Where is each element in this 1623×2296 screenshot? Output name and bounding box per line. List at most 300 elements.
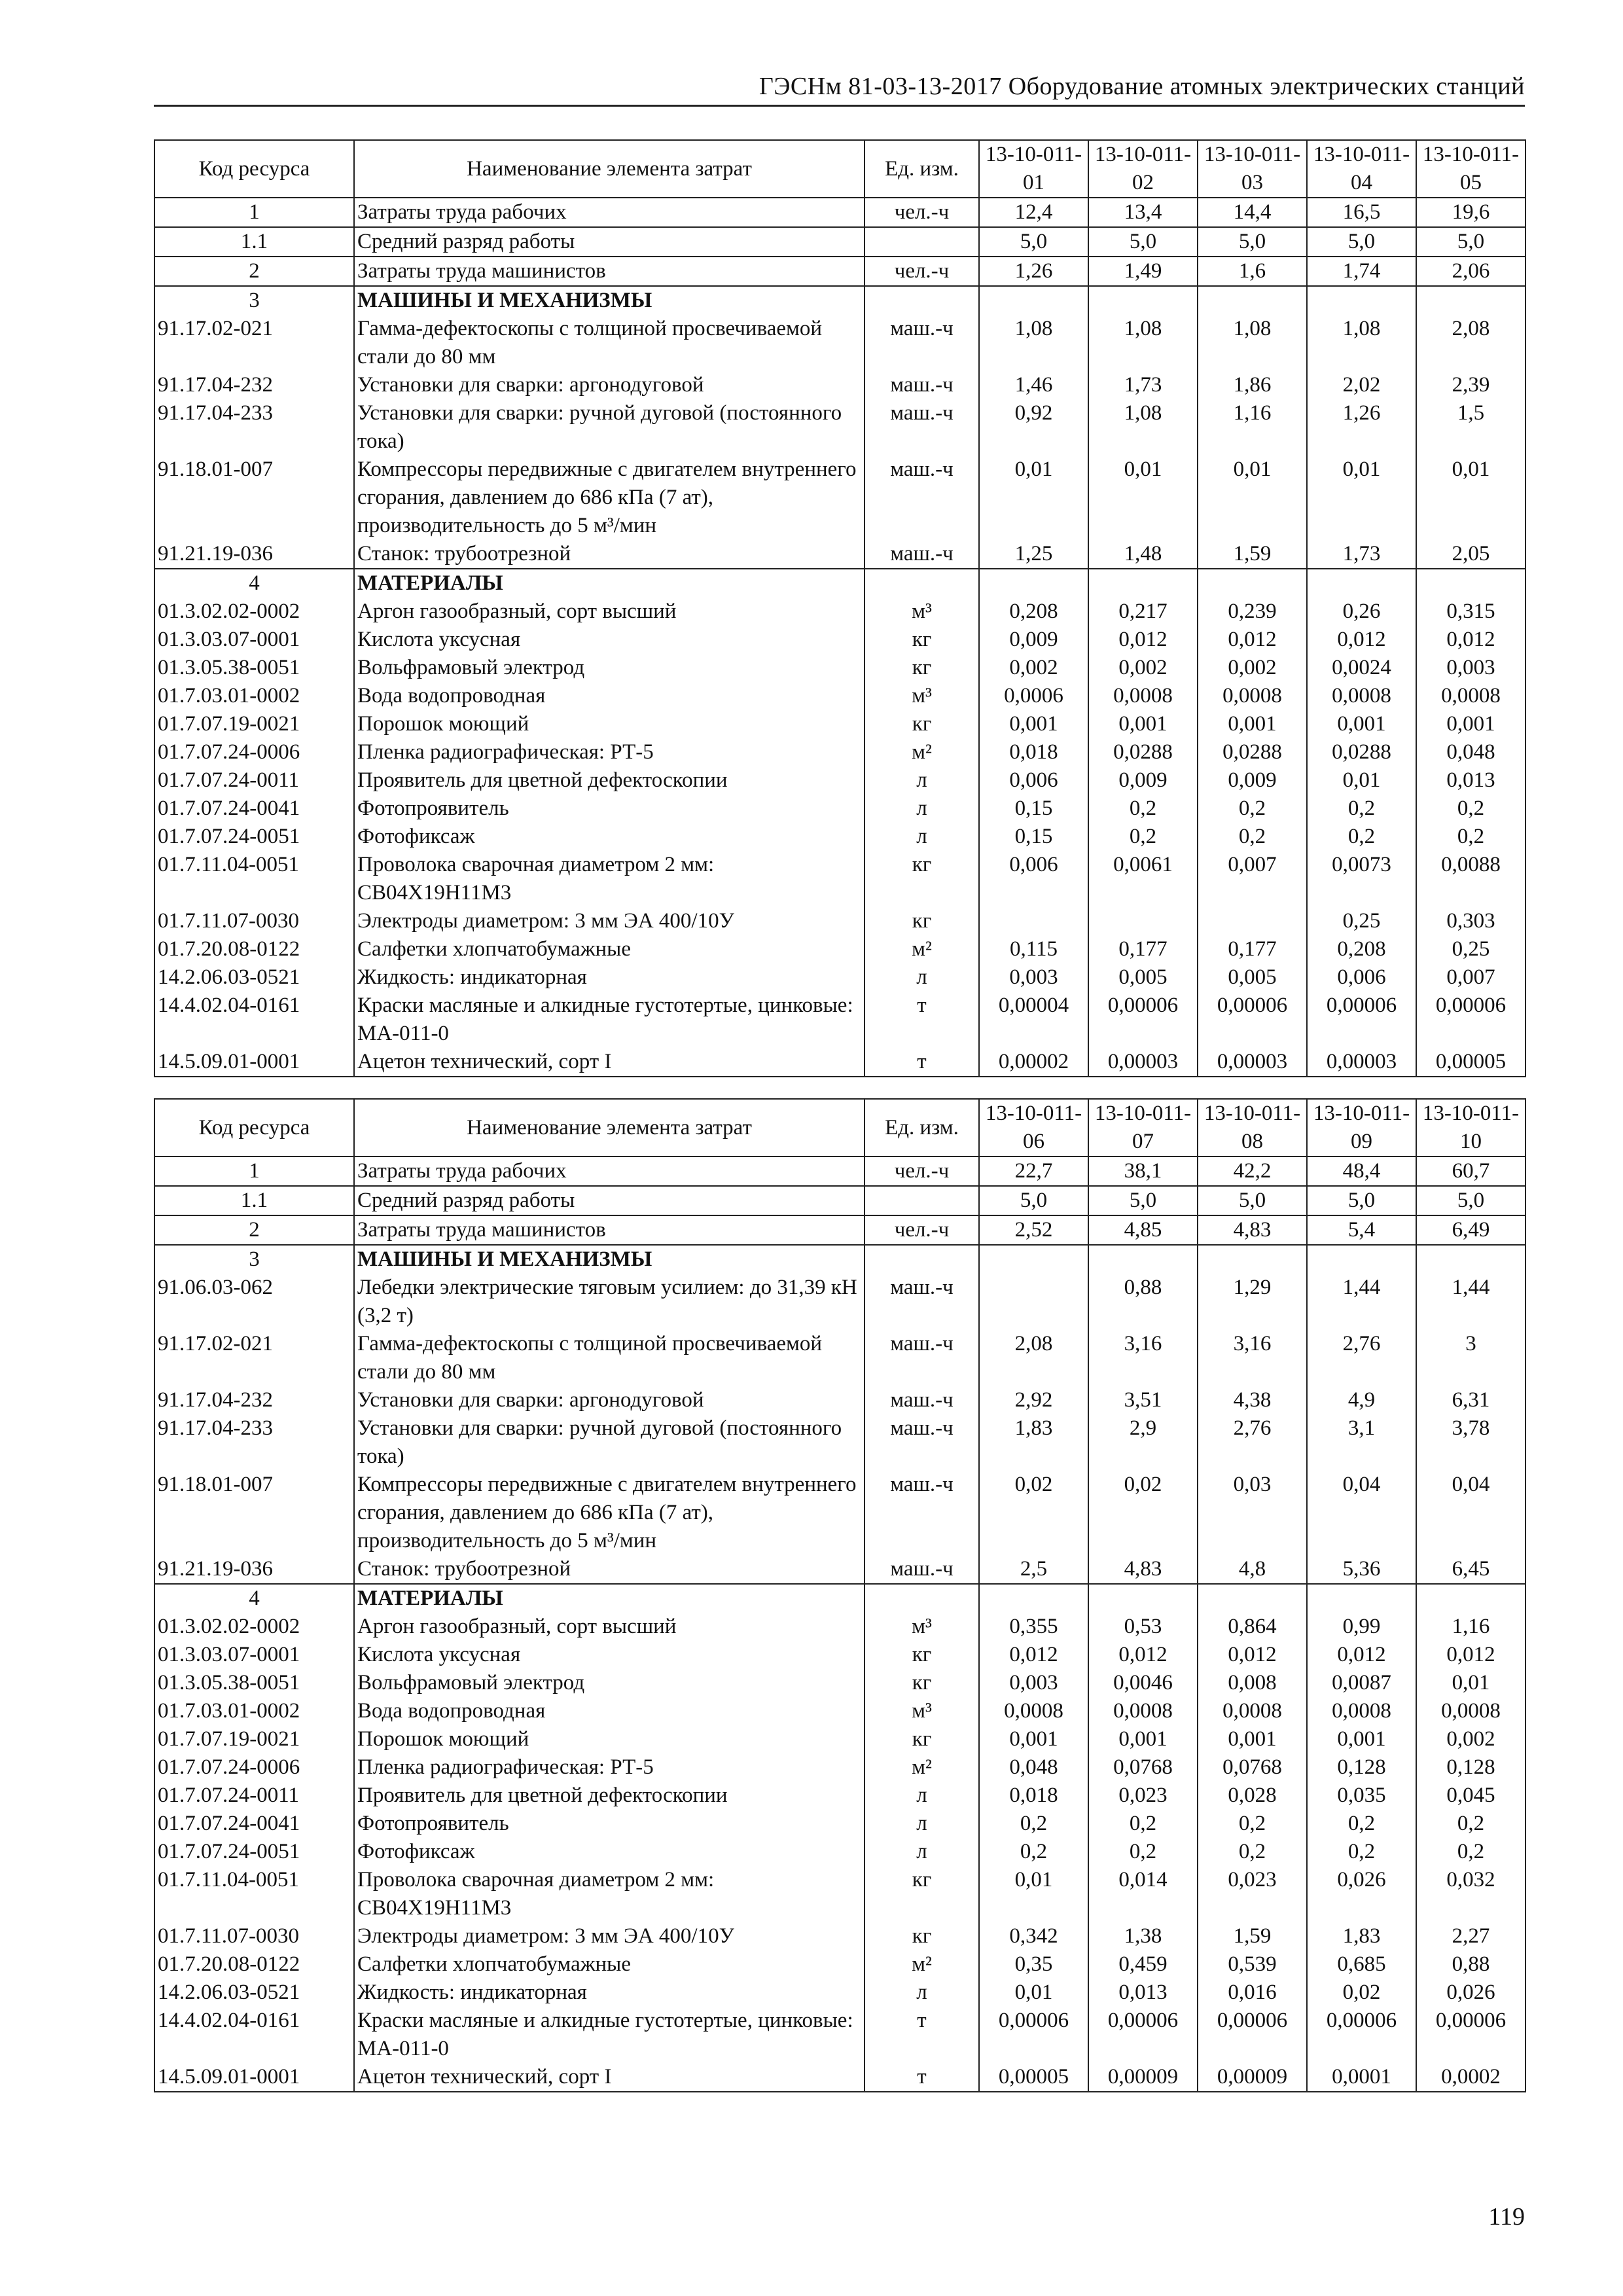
norm-value: 0,92 [979,399,1088,456]
resource-unit [865,1584,979,1613]
resource-code: 91.18.01-007 [154,456,354,540]
norm-value: 0,128 [1307,1753,1416,1782]
resource-name: Вольфрамовый электрод [354,654,865,682]
resource-unit [865,1186,979,1215]
norm-value: 0,045 [1416,1782,1525,1810]
norm-value: 0,2 [1416,823,1525,851]
norm-value: 0,2 [1088,795,1198,823]
resource-name: Вольфрамовый электрод [354,1669,865,1697]
norm-value: 1,59 [1198,540,1307,569]
col-header-norm: 13-10-011-06 [979,1099,1088,1157]
norm-value: 0,023 [1088,1782,1198,1810]
resource-unit: м³ [865,1697,979,1725]
resource-unit: маш.-ч [865,371,979,399]
resource-code: 91.17.02-021 [154,315,354,371]
resource-name: Фотофиксаж [354,823,865,851]
norm-value: 0,001 [1307,1725,1416,1753]
resource-code: 1 [154,198,354,227]
resource-code: 14.4.02.04-0161 [154,2007,354,2063]
resource-code: 01.7.07.24-0006 [154,738,354,766]
resource-name: Фотопроявитель [354,1810,865,1838]
norm-value [1416,1584,1525,1613]
norm-value: 60,7 [1416,1157,1525,1186]
resource-name: Салфетки хлопчатобумажные [354,935,865,963]
table-row [154,1725,1525,1753]
resource-name: Проявитель для цветной дефектоскопии [354,766,865,795]
table-row [154,963,1525,992]
resource-name: Салфетки хлопчатобумажные [354,1950,865,1979]
resource-unit: маш.-ч [865,1555,979,1584]
norm-value: 0,016 [1198,1979,1307,2007]
col-header-norm: 13-10-011-08 [1198,1099,1307,1157]
table-row [154,1555,1525,1584]
table-row [154,315,1525,371]
norm-value: 0,0008 [1198,1697,1307,1725]
col-header-norm: 13-10-011-07 [1088,1099,1198,1157]
resource-unit: л [865,823,979,851]
resource-unit: кг [865,654,979,682]
resource-unit: маш.-ч [865,1274,979,1330]
norm-value: 2,52 [979,1215,1088,1245]
norm-value: 0,04 [1307,1471,1416,1555]
col-header-unit: Ед. изм. [865,1099,979,1157]
resource-name: Затраты труда рабочих [354,1157,865,1186]
norm-value: 0,01 [979,1866,1088,1922]
table-row [154,1922,1525,1950]
resource-unit: л [865,1782,979,1810]
resource-unit: маш.-ч [865,540,979,569]
resource-code: 1.1 [154,1186,354,1215]
norm-value: 0,009 [1198,766,1307,795]
norm-value: 0,2 [1307,1810,1416,1838]
norm-value: 0,208 [1307,935,1416,963]
page-header: ГЭСНм 81-03-13-2017 Оборудование атомных электрических станций [154,72,1525,107]
table-row [154,1866,1525,1922]
resource-unit: кг [865,1641,979,1669]
resource-name: Порошок моющий [354,1725,865,1753]
norm-value: 3,51 [1088,1386,1198,1414]
table-row [154,823,1525,851]
resource-name: Затраты труда рабочих [354,198,865,227]
norm-value: 0,02 [979,1471,1088,1555]
resource-code: 01.7.07.24-0041 [154,795,354,823]
norm-value: 0,012 [1088,1641,1198,1669]
resource-name: Лебедки электрические тяговым усилием: до 31,39 кН (3,2 т) [354,1274,865,1330]
norm-value: 0,0046 [1088,1669,1198,1697]
resource-unit [865,569,979,598]
norm-value: 0,217 [1088,598,1198,626]
norm-value: 0,53 [1088,1613,1198,1641]
resource-unit: кг [865,710,979,738]
norm-value: 6,31 [1416,1386,1525,1414]
norm-value: 0,0001 [1307,2063,1416,2092]
norm-value: 0,002 [1416,1725,1525,1753]
norm-value: 1,86 [1198,371,1307,399]
norm-value [1088,907,1198,935]
resource-table-1 [154,139,1526,1077]
norm-value: 0,005 [1088,963,1198,992]
norm-value: 1,73 [1307,540,1416,569]
norm-value: 4,38 [1198,1386,1307,1414]
norm-value: 1,38 [1088,1922,1198,1950]
table-row [154,710,1525,738]
norm-value: 5,0 [1416,227,1525,257]
norm-value: 0,01 [1307,456,1416,540]
norm-value [979,907,1088,935]
norm-value [1198,1584,1307,1613]
norm-value: 1,16 [1416,1613,1525,1641]
norm-value: 1,48 [1088,540,1198,569]
resource-code: 91.06.03-062 [154,1274,354,1330]
resource-code: 4 [154,569,354,598]
norm-value: 4,83 [1198,1215,1307,1245]
table-row [154,992,1525,1048]
resource-code: 01.7.07.24-0011 [154,1782,354,1810]
norm-value: 0,0768 [1088,1753,1198,1782]
norm-value: 0,009 [1088,766,1198,795]
norm-value: 0,003 [979,1669,1088,1697]
resource-name: Электроды диаметром: 3 мм ЭА 400/10У [354,907,865,935]
resource-code: 1.1 [154,227,354,257]
resource-unit: л [865,1838,979,1866]
resource-unit [865,286,979,315]
resource-unit: т [865,992,979,1048]
norm-value: 0,012 [1088,626,1198,654]
norm-value: 0,01 [1198,456,1307,540]
norm-value: 4,8 [1198,1555,1307,1584]
resource-unit: л [865,1979,979,2007]
table-row [154,1584,1525,1613]
norm-value: 0,007 [1198,851,1307,907]
col-header-norm: 13-10-011-10 [1416,1099,1525,1157]
norm-value: 0,0008 [1307,1697,1416,1725]
norm-value: 1,08 [979,315,1088,371]
norm-value [979,569,1088,598]
norm-value [1307,569,1416,598]
resource-unit: кг [865,1669,979,1697]
resource-name: МАШИНЫ И МЕХАНИЗМЫ [354,286,865,315]
resource-name: Станок: трубоотрезной [354,540,865,569]
norm-value: 0,15 [979,795,1088,823]
resource-code: 01.7.11.07-0030 [154,1922,354,1950]
col-header-norm: 13-10-011-04 [1307,140,1416,198]
resource-code: 91.21.19-036 [154,540,354,569]
norm-value: 38,1 [1088,1157,1198,1186]
norm-value: 0,012 [1198,626,1307,654]
resource-code: 1 [154,1157,354,1186]
resource-name: Установки для сварки: ручной дуговой (постоянного тока) [354,1414,865,1471]
norm-value: 2,92 [979,1386,1088,1414]
norm-value: 2,5 [979,1555,1088,1584]
table-row [154,198,1525,227]
norm-value: 0,002 [979,654,1088,682]
norm-value: 0,0288 [1198,738,1307,766]
resource-code: 01.7.07.24-0006 [154,1753,354,1782]
norm-value: 0,2 [1088,1810,1198,1838]
norm-value: 0,2 [1088,1838,1198,1866]
resource-unit: л [865,795,979,823]
norm-value [1307,286,1416,315]
resource-name: Проволока сварочная диаметром 2 мм: СВ04Х19Н11М3 [354,851,865,907]
table-row [154,2007,1525,2063]
norm-value: 0,88 [1416,1950,1525,1979]
resource-unit: чел.-ч [865,1157,979,1186]
table-row [154,1950,1525,1979]
norm-value: 0,2 [1416,1838,1525,1866]
norm-value: 0,012 [1307,626,1416,654]
table-body [154,1157,1525,2092]
norm-value: 5,0 [1198,1186,1307,1215]
norm-value: 0,001 [1416,710,1525,738]
norm-value: 0,0288 [1307,738,1416,766]
norm-value: 1,26 [1307,399,1416,456]
norm-value: 0,005 [1198,963,1307,992]
norm-value: 4,85 [1088,1215,1198,1245]
norm-value: 0,25 [1416,935,1525,963]
norm-value: 0,0008 [1416,1697,1525,1725]
resource-name: Вода водопроводная [354,1697,865,1725]
table-row [154,540,1525,569]
norm-value: 0,01 [979,1979,1088,2007]
norm-value: 0,0073 [1307,851,1416,907]
norm-value: 0,026 [1307,1866,1416,1922]
resource-unit: кг [865,1725,979,1753]
norm-value: 0,00005 [1416,1048,1525,1077]
norm-value: 0,15 [979,823,1088,851]
norm-value: 1,74 [1307,257,1416,286]
resource-name: Гамма-дефектоскопы с толщиной просвечиваемой стали до 80 мм [354,315,865,371]
resource-name: Аргон газообразный, сорт высший [354,1613,865,1641]
norm-value: 0,048 [1416,738,1525,766]
resource-code: 2 [154,1215,354,1245]
norm-value: 0,2 [1416,795,1525,823]
table-row [154,286,1525,315]
norm-value: 0,03 [1198,1471,1307,1555]
table-row [154,257,1525,286]
resource-name: Пленка радиографическая: РТ-5 [354,738,865,766]
norm-value: 19,6 [1416,198,1525,227]
resource-name: Краски масляные и алкидные густотертые, цинковые: МА-011-0 [354,992,865,1048]
norm-value: 0,00006 [1198,2007,1307,2063]
norm-value: 1,44 [1307,1274,1416,1330]
norm-value: 0,008 [1198,1669,1307,1697]
norm-value: 3 [1416,1330,1525,1386]
norm-value: 2,08 [979,1330,1088,1386]
norm-value: 0,2 [1198,1838,1307,1866]
resource-unit: м³ [865,598,979,626]
norm-value: 0,177 [1198,935,1307,963]
table-row [154,1157,1525,1186]
resource-name: Кислота уксусная [354,1641,865,1669]
norm-value: 0,013 [1416,766,1525,795]
resource-name: Жидкость: индикаторная [354,1979,865,2007]
norm-value [1088,1584,1198,1613]
norm-value: 2,9 [1088,1414,1198,1471]
resource-code: 01.7.07.19-0021 [154,710,354,738]
resource-unit [865,227,979,257]
table-row [154,399,1525,456]
resource-unit: т [865,2063,979,2092]
norm-value: 12,4 [979,198,1088,227]
norm-value: 0,012 [1307,1641,1416,1669]
resource-name: Компрессоры передвижные с двигателем внутреннего сгорания, давлением до 686 кПа (7 ат), производительность до 5 м³/мин [354,456,865,540]
resource-unit: л [865,1810,979,1838]
norm-value: 0,00009 [1198,2063,1307,2092]
resource-name: Проволока сварочная диаметром 2 мм: СВ04Х19Н11М3 [354,1866,865,1922]
resource-unit: т [865,1048,979,1077]
norm-value: 4,83 [1088,1555,1198,1584]
norm-value: 0,00006 [1416,2007,1525,2063]
resource-code: 01.7.03.01-0002 [154,1697,354,1725]
norm-value: 0,003 [1416,654,1525,682]
resource-name: Установки для сварки: аргонодуговой [354,1386,865,1414]
norm-value [979,1245,1088,1274]
norm-value: 0,0008 [1307,682,1416,710]
norm-value: 0,00004 [979,992,1088,1048]
resource-name: Установки для сварки: аргонодуговой [354,371,865,399]
norm-value: 0,028 [1198,1782,1307,1810]
norm-value: 2,02 [1307,371,1416,399]
norm-value: 0,864 [1198,1613,1307,1641]
resource-code: 3 [154,1245,354,1274]
norm-value: 0,01 [1416,456,1525,540]
norm-value: 0,02 [1307,1979,1416,2007]
norm-value: 0,013 [1088,1979,1198,2007]
norm-value [979,1274,1088,1330]
norm-value: 0,012 [1198,1641,1307,1669]
resource-name: Порошок моющий [354,710,865,738]
norm-value: 0,002 [1198,654,1307,682]
norm-value: 0,25 [1307,907,1416,935]
resource-name: Электроды диаметром: 3 мм ЭА 400/10У [354,1922,865,1950]
norm-value: 0,006 [1307,963,1416,992]
norm-value: 0,001 [979,1725,1088,1753]
resource-table-2 [154,1098,1526,2092]
norm-value: 2,39 [1416,371,1525,399]
norm-value: 0,0061 [1088,851,1198,907]
norm-value: 0,023 [1198,1866,1307,1922]
resource-code: 01.3.03.07-0001 [154,626,354,654]
resource-code: 01.7.11.04-0051 [154,1866,354,1922]
norm-value: 2,05 [1416,540,1525,569]
norm-value: 0,2 [1307,1838,1416,1866]
resource-code: 91.17.04-232 [154,1386,354,1414]
norm-value [979,1584,1088,1613]
table-row [154,766,1525,795]
resource-code: 14.5.09.01-0001 [154,2063,354,2092]
table-row [154,1669,1525,1697]
resource-name: Затраты труда машинистов [354,257,865,286]
norm-value: 0,00006 [1088,2007,1198,2063]
norm-value: 1,25 [979,540,1088,569]
table-row [154,1048,1525,1077]
norm-value: 0,342 [979,1922,1088,1950]
resource-name: Затраты труда машинистов [354,1215,865,1245]
norm-value: 0,048 [979,1753,1088,1782]
norm-value: 0,0008 [1198,682,1307,710]
page-number: 119 [1488,2203,1525,2231]
resource-code: 01.3.02.02-0002 [154,598,354,626]
norm-value: 0,007 [1416,963,1525,992]
table-row [154,851,1525,907]
resource-unit: кг [865,907,979,935]
norm-value: 0,001 [1088,1725,1198,1753]
norm-value: 1,73 [1088,371,1198,399]
col-header-code: Код ресурса [154,1099,354,1157]
norm-value: 0,00006 [979,2007,1088,2063]
norm-value: 3,16 [1198,1330,1307,1386]
norm-value: 1,08 [1198,315,1307,371]
resource-unit: т [865,2007,979,2063]
resource-unit: м² [865,738,979,766]
table-row [154,738,1525,766]
norm-value: 2,06 [1416,257,1525,286]
norm-value: 6,49 [1416,1215,1525,1245]
norm-value: 0,001 [1307,710,1416,738]
norm-value: 0,00003 [1198,1048,1307,1077]
norm-value: 0,002 [1088,654,1198,682]
resource-name: Ацетон технический, сорт I [354,1048,865,1077]
norm-value: 0,00009 [1088,2063,1198,2092]
col-header-unit: Ед. изм. [865,140,979,198]
norm-value: 0,0288 [1088,738,1198,766]
norm-value: 5,0 [1198,227,1307,257]
table-row [154,1697,1525,1725]
resource-unit: м² [865,1753,979,1782]
resource-code: 14.5.09.01-0001 [154,1048,354,1077]
norm-value: 0,00006 [1198,992,1307,1048]
norm-value [1088,569,1198,598]
norm-value: 4,9 [1307,1386,1416,1414]
norm-value: 0,0087 [1307,1669,1416,1697]
table-row [154,1186,1525,1215]
table-row [154,1782,1525,1810]
norm-value: 0,01 [979,456,1088,540]
norm-value: 1,83 [979,1414,1088,1471]
resource-unit: маш.-ч [865,315,979,371]
table-row [154,682,1525,710]
norm-value: 0,00006 [1416,992,1525,1048]
norm-value [1307,1245,1416,1274]
norm-value: 0,00005 [979,2063,1088,2092]
norm-value: 0,355 [979,1613,1088,1641]
col-header-name: Наименование элемента затрат [354,1099,865,1157]
norm-value: 2,08 [1416,315,1525,371]
norm-value: 42,2 [1198,1157,1307,1186]
table-body [154,198,1525,1077]
norm-value: 0,2 [979,1838,1088,1866]
table-row [154,795,1525,823]
resource-unit: м³ [865,1613,979,1641]
norm-value: 0,2 [1307,795,1416,823]
norm-value: 0,00006 [1088,992,1198,1048]
norm-value [1416,569,1525,598]
table-header-row [154,140,1525,198]
resource-code: 01.7.11.07-0030 [154,907,354,935]
norm-value: 0,01 [1416,1669,1525,1697]
resource-unit: л [865,766,979,795]
norm-value [1198,1245,1307,1274]
table-row [154,654,1525,682]
norm-value: 1,08 [1307,315,1416,371]
table-row [154,907,1525,935]
table-row [154,371,1525,399]
norm-value: 0,003 [979,963,1088,992]
resource-code: 3 [154,286,354,315]
table-row [154,1753,1525,1782]
resource-name: Проявитель для цветной дефектоскопии [354,1782,865,1810]
norm-value: 0,303 [1416,907,1525,935]
